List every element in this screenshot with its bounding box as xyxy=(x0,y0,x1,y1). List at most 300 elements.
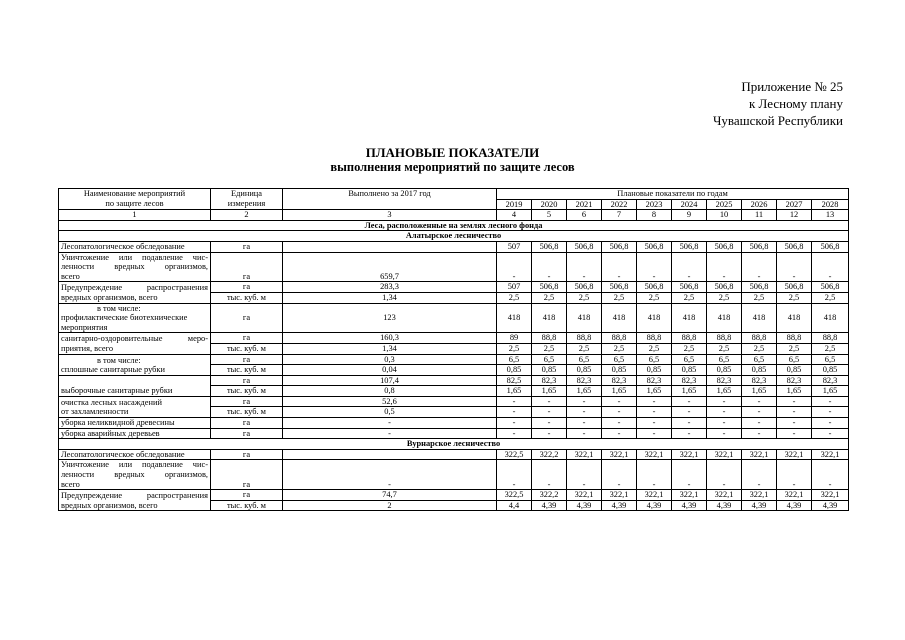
activity-name-cell xyxy=(59,396,211,417)
column-number: 5 xyxy=(532,210,567,221)
header-year: 2024 xyxy=(672,199,707,210)
column-number: 12 xyxy=(777,210,812,221)
activity-name-line: санитарно-оздоровительные меро- xyxy=(61,334,208,344)
plan-value-cell: 322,1 xyxy=(707,449,742,460)
plan-value-cell: - xyxy=(637,396,672,407)
plan-value-cell: 322,2 xyxy=(532,490,567,501)
activity-name-line: Лесопатологическое обследование xyxy=(61,449,185,459)
plan-value-cell: 0,85 xyxy=(497,365,532,376)
plan-value-cell: 4,39 xyxy=(777,500,812,511)
table-row xyxy=(59,460,849,490)
activity-name-cell xyxy=(59,418,211,429)
plan-value-cell: 6,5 xyxy=(532,354,567,365)
plan-value-cell: - xyxy=(602,460,637,490)
activity-name-line: выборочные санитарные рубки xyxy=(61,386,173,396)
plan-value-cell: 82,5 xyxy=(497,375,532,386)
done-2017-cell: 0,8 xyxy=(283,386,497,397)
column-number: 3 xyxy=(283,210,497,221)
table-row xyxy=(59,252,849,282)
plan-value-cell: 88,8 xyxy=(567,333,602,344)
plan-value-cell: 1,65 xyxy=(532,386,567,397)
title-sub: выполнения мероприятий по защите лесов xyxy=(330,160,575,174)
activity-name-line: вредных организмов, всего xyxy=(61,292,158,302)
plan-value-cell: 2,5 xyxy=(812,292,849,303)
header-year: 2020 xyxy=(532,199,567,210)
plan-value-cell: - xyxy=(637,407,672,418)
plan-value-cell: 1,65 xyxy=(567,386,602,397)
activity-name-line: в том числе: xyxy=(97,303,141,313)
done-2017-cell: 0,04 xyxy=(283,365,497,376)
done-2017-cell: 52,6 xyxy=(283,396,497,407)
plan-value-cell: 2,5 xyxy=(602,292,637,303)
unit-cell: тыс. куб. м xyxy=(211,292,283,303)
header-year: 2022 xyxy=(602,199,637,210)
plan-value-cell: - xyxy=(497,252,532,282)
unit-cell: тыс. куб. м xyxy=(211,343,283,354)
appendix-block xyxy=(713,78,843,129)
plan-value-cell: - xyxy=(497,418,532,429)
activity-name-line: сплошные санитарные рубки xyxy=(61,365,165,375)
plan-value-cell: 506,8 xyxy=(707,241,742,252)
plan-value-cell: - xyxy=(602,396,637,407)
plan-value-cell: 322,1 xyxy=(567,449,602,460)
plan-value-cell: 2,5 xyxy=(707,343,742,354)
plan-value-cell: - xyxy=(532,252,567,282)
header-year: 2025 xyxy=(707,199,742,210)
plan-value-cell: 0,85 xyxy=(637,365,672,376)
plan-value-cell: 0,85 xyxy=(812,365,849,376)
plan-value-cell: 82,3 xyxy=(532,375,567,386)
plan-value-cell: 82,3 xyxy=(602,375,637,386)
table-row xyxy=(59,282,849,293)
activity-name-line: Предупреждение распространения xyxy=(61,283,208,293)
activity-name-line: приятия, всего xyxy=(61,343,114,353)
plan-value-cell: 322,2 xyxy=(532,449,567,460)
header-year: 2023 xyxy=(637,199,672,210)
plan-value-cell: - xyxy=(672,428,707,439)
plan-value-cell: - xyxy=(777,428,812,439)
unit-cell: га xyxy=(211,303,283,333)
activity-name-line: в том числе: xyxy=(97,355,141,365)
table-row xyxy=(59,449,849,460)
plan-value-cell: 506,8 xyxy=(637,282,672,293)
plan-value-cell: 418 xyxy=(707,303,742,333)
plan-value-cell: - xyxy=(812,418,849,429)
plan-value-cell: 6,5 xyxy=(672,354,707,365)
table-row xyxy=(59,490,849,501)
done-2017-cell: 107,4 xyxy=(283,375,497,386)
done-2017-cell: 160,3 xyxy=(283,333,497,344)
plan-value-cell: - xyxy=(637,460,672,490)
plan-value-cell: 4,39 xyxy=(602,500,637,511)
activity-name-cell xyxy=(59,490,211,511)
unit-cell: тыс. куб. м xyxy=(211,386,283,397)
title-main: ПЛАНОВЫЕ ПОКАЗАТЕЛИ xyxy=(365,145,540,160)
unit-cell: га xyxy=(211,282,283,293)
plan-value-cell: 89 xyxy=(497,333,532,344)
plan-value-cell: - xyxy=(812,460,849,490)
plan-value-cell: - xyxy=(672,418,707,429)
plan-value-cell: 0,85 xyxy=(602,365,637,376)
header-unit: Единица измерения xyxy=(211,189,283,210)
plan-value-cell: 1,65 xyxy=(707,386,742,397)
plan-value-cell: - xyxy=(672,460,707,490)
plan-value-cell: - xyxy=(567,252,602,282)
activity-name-line: уборка аварийных деревьев xyxy=(61,428,160,438)
activity-name-line: Лесопатологическое обследование xyxy=(61,241,185,251)
plan-value-cell: 506,8 xyxy=(602,241,637,252)
plan-value-cell: 0,85 xyxy=(707,365,742,376)
plan-value-cell: - xyxy=(812,252,849,282)
activity-name-cell xyxy=(59,428,211,439)
table-row xyxy=(59,333,849,344)
plan-value-cell: - xyxy=(567,418,602,429)
plan-value-cell: 2,5 xyxy=(707,292,742,303)
column-number: 13 xyxy=(812,210,849,221)
column-number: 11 xyxy=(742,210,777,221)
unit-cell: тыс. куб. м xyxy=(211,365,283,376)
plan-value-cell: 0,85 xyxy=(672,365,707,376)
plan-value-cell: 322,5 xyxy=(497,449,532,460)
plan-value-cell: 418 xyxy=(497,303,532,333)
plan-value-cell: 4,39 xyxy=(637,500,672,511)
plan-value-cell: 2,5 xyxy=(567,292,602,303)
plan-value-cell: 418 xyxy=(532,303,567,333)
plan-value-cell: 2,5 xyxy=(742,343,777,354)
plan-value-cell: 2,5 xyxy=(742,292,777,303)
plan-value-cell: 6,5 xyxy=(777,354,812,365)
activity-name-line: уборка неликвидной древесины xyxy=(61,418,175,428)
plan-value-cell: 2,5 xyxy=(812,343,849,354)
activity-name-cell xyxy=(59,333,211,354)
plan-value-cell: 4,4 xyxy=(497,500,532,511)
plan-value-cell: 82,3 xyxy=(777,375,812,386)
plan-value-cell: 6,5 xyxy=(742,354,777,365)
table-row xyxy=(59,375,849,386)
plan-value-cell: - xyxy=(672,396,707,407)
plan-value-cell: 1,65 xyxy=(777,386,812,397)
done-2017-cell: 0,5 xyxy=(283,407,497,418)
activity-name-cell xyxy=(59,375,211,396)
plan-value-cell: - xyxy=(602,252,637,282)
plan-value-cell: 88,8 xyxy=(602,333,637,344)
activity-name-line: от захламленности xyxy=(61,407,129,417)
appendix-line-3: Чувашской Республики xyxy=(712,113,843,128)
plan-value-cell: 506,8 xyxy=(812,241,849,252)
header-done: Выполнено за 2017 год xyxy=(283,189,497,210)
activity-name-line: Предупреждение распространения xyxy=(61,491,208,501)
plan-value-cell: 506,8 xyxy=(672,282,707,293)
section-alatyr-label: Алатырское лесничество xyxy=(59,231,849,242)
plan-value-cell: 82,3 xyxy=(742,375,777,386)
plan-value-cell: 1,65 xyxy=(637,386,672,397)
activity-name-line: профилактические биотехнические xyxy=(61,313,188,323)
unit-cell: га xyxy=(211,449,283,460)
activity-name-line: Уничтожение или подавление чис- xyxy=(61,460,208,470)
plan-value-cell: - xyxy=(497,428,532,439)
section-vurnar-label: Вурнарское лесничество xyxy=(59,439,849,450)
table-row xyxy=(59,241,849,252)
plan-value-cell: 506,8 xyxy=(637,241,672,252)
plan-value-cell: 506,8 xyxy=(742,241,777,252)
plan-value-cell: 2,5 xyxy=(497,292,532,303)
done-2017-cell: 0,3 xyxy=(283,354,497,365)
column-number: 6 xyxy=(567,210,602,221)
plan-value-cell: - xyxy=(812,428,849,439)
plan-value-cell: 418 xyxy=(777,303,812,333)
plan-value-cell: 418 xyxy=(637,303,672,333)
plan-value-cell: - xyxy=(707,428,742,439)
plan-value-cell: 322,1 xyxy=(812,490,849,501)
unit-cell: га xyxy=(211,333,283,344)
plan-value-cell: - xyxy=(742,418,777,429)
activity-name-cell xyxy=(59,252,211,282)
plan-value-cell: - xyxy=(777,396,812,407)
plan-value-cell: 1,65 xyxy=(672,386,707,397)
plan-value-cell: 4,39 xyxy=(742,500,777,511)
plan-value-cell: 2,5 xyxy=(777,343,812,354)
plan-value-cell: 6,5 xyxy=(812,354,849,365)
plan-value-cell: 2,5 xyxy=(497,343,532,354)
plan-value-cell: 6,5 xyxy=(497,354,532,365)
plan-value-cell: - xyxy=(532,428,567,439)
unit-cell: га xyxy=(211,428,283,439)
plan-value-cell: - xyxy=(742,252,777,282)
done-2017-cell: - xyxy=(283,418,497,429)
activity-name-line: мероприятия xyxy=(61,322,108,332)
plan-value-cell: - xyxy=(532,418,567,429)
plan-value-cell: 1,65 xyxy=(812,386,849,397)
plan-value-cell: 418 xyxy=(672,303,707,333)
plan-value-cell: 4,39 xyxy=(672,500,707,511)
unit-cell: га xyxy=(211,241,283,252)
plan-value-cell: 2,5 xyxy=(637,343,672,354)
column-number-row xyxy=(59,210,849,221)
column-number: 1 xyxy=(59,210,211,221)
done-2017-cell xyxy=(283,241,497,252)
plan-value-cell: 507 xyxy=(497,241,532,252)
plan-value-cell: - xyxy=(637,418,672,429)
plan-value-cell: - xyxy=(602,407,637,418)
plan-value-cell: 82,3 xyxy=(567,375,602,386)
plan-value-cell: 4,39 xyxy=(812,500,849,511)
activity-name-cell xyxy=(59,303,211,333)
plan-value-cell: 2,5 xyxy=(637,292,672,303)
plan-value-cell: 6,5 xyxy=(707,354,742,365)
table-row xyxy=(59,303,849,333)
plan-value-cell: 322,1 xyxy=(602,449,637,460)
column-number: 10 xyxy=(707,210,742,221)
plan-value-cell: 322,1 xyxy=(672,490,707,501)
plan-value-cell: 322,1 xyxy=(637,490,672,501)
plan-value-cell: - xyxy=(672,407,707,418)
activity-name-cell xyxy=(59,354,211,375)
plan-value-cell: 322,1 xyxy=(602,490,637,501)
activity-name-cell xyxy=(59,282,211,303)
plan-value-cell: - xyxy=(742,407,777,418)
plan-value-cell: 322,1 xyxy=(812,449,849,460)
plan-value-cell: 2,5 xyxy=(777,292,812,303)
plan-value-cell: - xyxy=(602,428,637,439)
plan-value-cell: 4,39 xyxy=(707,500,742,511)
plan-value-cell: - xyxy=(707,460,742,490)
plan-value-cell: - xyxy=(567,396,602,407)
plan-value-cell: 4,39 xyxy=(567,500,602,511)
done-2017-cell: 74,7 xyxy=(283,490,497,501)
plan-value-cell: 506,8 xyxy=(567,241,602,252)
plan-value-cell: 322,5 xyxy=(497,490,532,501)
plan-value-cell: - xyxy=(707,407,742,418)
document-title xyxy=(0,145,905,175)
activity-name-cell xyxy=(59,449,211,460)
plan-value-cell: 506,8 xyxy=(777,241,812,252)
plan-value-cell: 418 xyxy=(567,303,602,333)
done-2017-cell: 1,34 xyxy=(283,343,497,354)
header-plan: Плановые показатели по годам xyxy=(497,189,849,200)
table-row xyxy=(59,428,849,439)
plan-value-cell: - xyxy=(637,252,672,282)
unit-cell: тыс. куб. м xyxy=(211,500,283,511)
plan-value-cell: - xyxy=(532,407,567,418)
plan-value-cell: 506,8 xyxy=(532,241,567,252)
column-number: 9 xyxy=(672,210,707,221)
plan-value-cell: 88,8 xyxy=(777,333,812,344)
section-vurnar xyxy=(59,439,849,450)
plan-value-cell: 4,39 xyxy=(532,500,567,511)
plan-value-cell: 6,5 xyxy=(637,354,672,365)
activity-name-line: Уничтожение или подавление чис- xyxy=(61,252,208,262)
unit-cell: га xyxy=(211,354,283,365)
column-number: 7 xyxy=(602,210,637,221)
unit-cell: га xyxy=(211,375,283,386)
unit-cell: га xyxy=(211,396,283,407)
header-year: 2019 xyxy=(497,199,532,210)
plan-value-cell: 507 xyxy=(497,282,532,293)
activity-name-line: всего xyxy=(61,271,80,281)
plan-value-cell: 1,65 xyxy=(602,386,637,397)
column-number: 4 xyxy=(497,210,532,221)
done-2017-cell: 1,34 xyxy=(283,292,497,303)
activity-name-line: очистка лесных насаждений xyxy=(61,397,162,407)
plan-value-cell: 6,5 xyxy=(602,354,637,365)
done-2017-cell: - xyxy=(283,460,497,490)
appendix-line-2: к Лесному плану xyxy=(748,96,843,111)
plan-value-cell: 322,1 xyxy=(742,449,777,460)
plan-value-cell: 88,8 xyxy=(742,333,777,344)
section-alatyr xyxy=(59,231,849,242)
plan-value-cell: - xyxy=(777,407,812,418)
plan-value-cell: - xyxy=(497,407,532,418)
plan-value-cell: 88,8 xyxy=(637,333,672,344)
protection-plan-table xyxy=(58,188,849,511)
plan-value-cell: - xyxy=(497,396,532,407)
done-2017-cell xyxy=(283,449,497,460)
plan-value-cell: - xyxy=(602,418,637,429)
activity-name-cell xyxy=(59,460,211,490)
plan-value-cell: - xyxy=(742,460,777,490)
plan-value-cell: 506,8 xyxy=(602,282,637,293)
unit-cell: тыс. куб. м xyxy=(211,407,283,418)
plan-value-cell: - xyxy=(777,418,812,429)
appendix-line-1: Приложение № 25 xyxy=(741,79,843,94)
header-row-1 xyxy=(59,189,849,200)
plan-value-cell: 2,5 xyxy=(672,343,707,354)
unit-cell: га xyxy=(211,490,283,501)
plan-value-cell: 0,85 xyxy=(532,365,567,376)
plan-value-cell: 82,3 xyxy=(812,375,849,386)
plan-value-cell: - xyxy=(707,396,742,407)
unit-cell: га xyxy=(211,252,283,282)
plan-value-cell: - xyxy=(742,396,777,407)
header-year: 2021 xyxy=(567,199,602,210)
plan-value-cell: - xyxy=(637,428,672,439)
plan-value-cell: 2,5 xyxy=(532,292,567,303)
activity-name-line: ленности вредных организмов, xyxy=(61,470,208,480)
plan-value-cell: 2,5 xyxy=(532,343,567,354)
plan-value-cell: 0,85 xyxy=(777,365,812,376)
plan-value-cell: 322,1 xyxy=(742,490,777,501)
section-forest-fund-label: Леса, расположенные на землях лесного фонда xyxy=(59,220,849,231)
plan-value-cell: 2,5 xyxy=(672,292,707,303)
plan-value-cell: - xyxy=(497,460,532,490)
header-year: 2027 xyxy=(777,199,812,210)
done-2017-cell: 123 xyxy=(283,303,497,333)
done-2017-cell: 659,7 xyxy=(283,252,497,282)
unit-cell: га xyxy=(211,460,283,490)
header-year: 2028 xyxy=(812,199,849,210)
plan-value-cell: - xyxy=(777,252,812,282)
plan-value-cell: 322,1 xyxy=(707,490,742,501)
plan-value-cell: - xyxy=(742,428,777,439)
plan-value-cell: 322,1 xyxy=(637,449,672,460)
plan-value-cell: 1,65 xyxy=(742,386,777,397)
plan-value-cell: - xyxy=(707,418,742,429)
done-2017-cell: 2 xyxy=(283,500,497,511)
plan-value-cell: 82,3 xyxy=(637,375,672,386)
done-2017-cell: - xyxy=(283,428,497,439)
plan-value-cell: 82,3 xyxy=(707,375,742,386)
plan-value-cell: 506,8 xyxy=(812,282,849,293)
activity-name-line: ленности вредных организмов, xyxy=(61,262,208,272)
plan-value-cell: 322,1 xyxy=(777,490,812,501)
plan-value-cell: 2,5 xyxy=(602,343,637,354)
plan-value-cell: 88,8 xyxy=(532,333,567,344)
plan-value-cell: 322,1 xyxy=(672,449,707,460)
plan-value-cell: 418 xyxy=(602,303,637,333)
plan-value-cell: 322,1 xyxy=(777,449,812,460)
plan-value-cell: - xyxy=(777,460,812,490)
section-forest-fund xyxy=(59,220,849,231)
table-row xyxy=(59,354,849,365)
plan-value-cell: - xyxy=(567,407,602,418)
unit-cell: га xyxy=(211,418,283,429)
plan-value-cell: - xyxy=(532,396,567,407)
plan-value-cell: - xyxy=(567,428,602,439)
plan-value-cell: 506,8 xyxy=(707,282,742,293)
plan-value-cell: 418 xyxy=(742,303,777,333)
plan-value-cell: - xyxy=(532,460,567,490)
header-name: Наименование мероприятий по защите лесов xyxy=(59,189,211,210)
plan-value-cell: - xyxy=(567,460,602,490)
plan-value-cell: - xyxy=(812,396,849,407)
plan-value-cell: 506,8 xyxy=(567,282,602,293)
plan-value-cell: 82,3 xyxy=(672,375,707,386)
plan-value-cell: - xyxy=(672,252,707,282)
plan-value-cell: 0,85 xyxy=(742,365,777,376)
column-number: 2 xyxy=(211,210,283,221)
activity-name-cell xyxy=(59,241,211,252)
plan-value-cell: 506,8 xyxy=(777,282,812,293)
